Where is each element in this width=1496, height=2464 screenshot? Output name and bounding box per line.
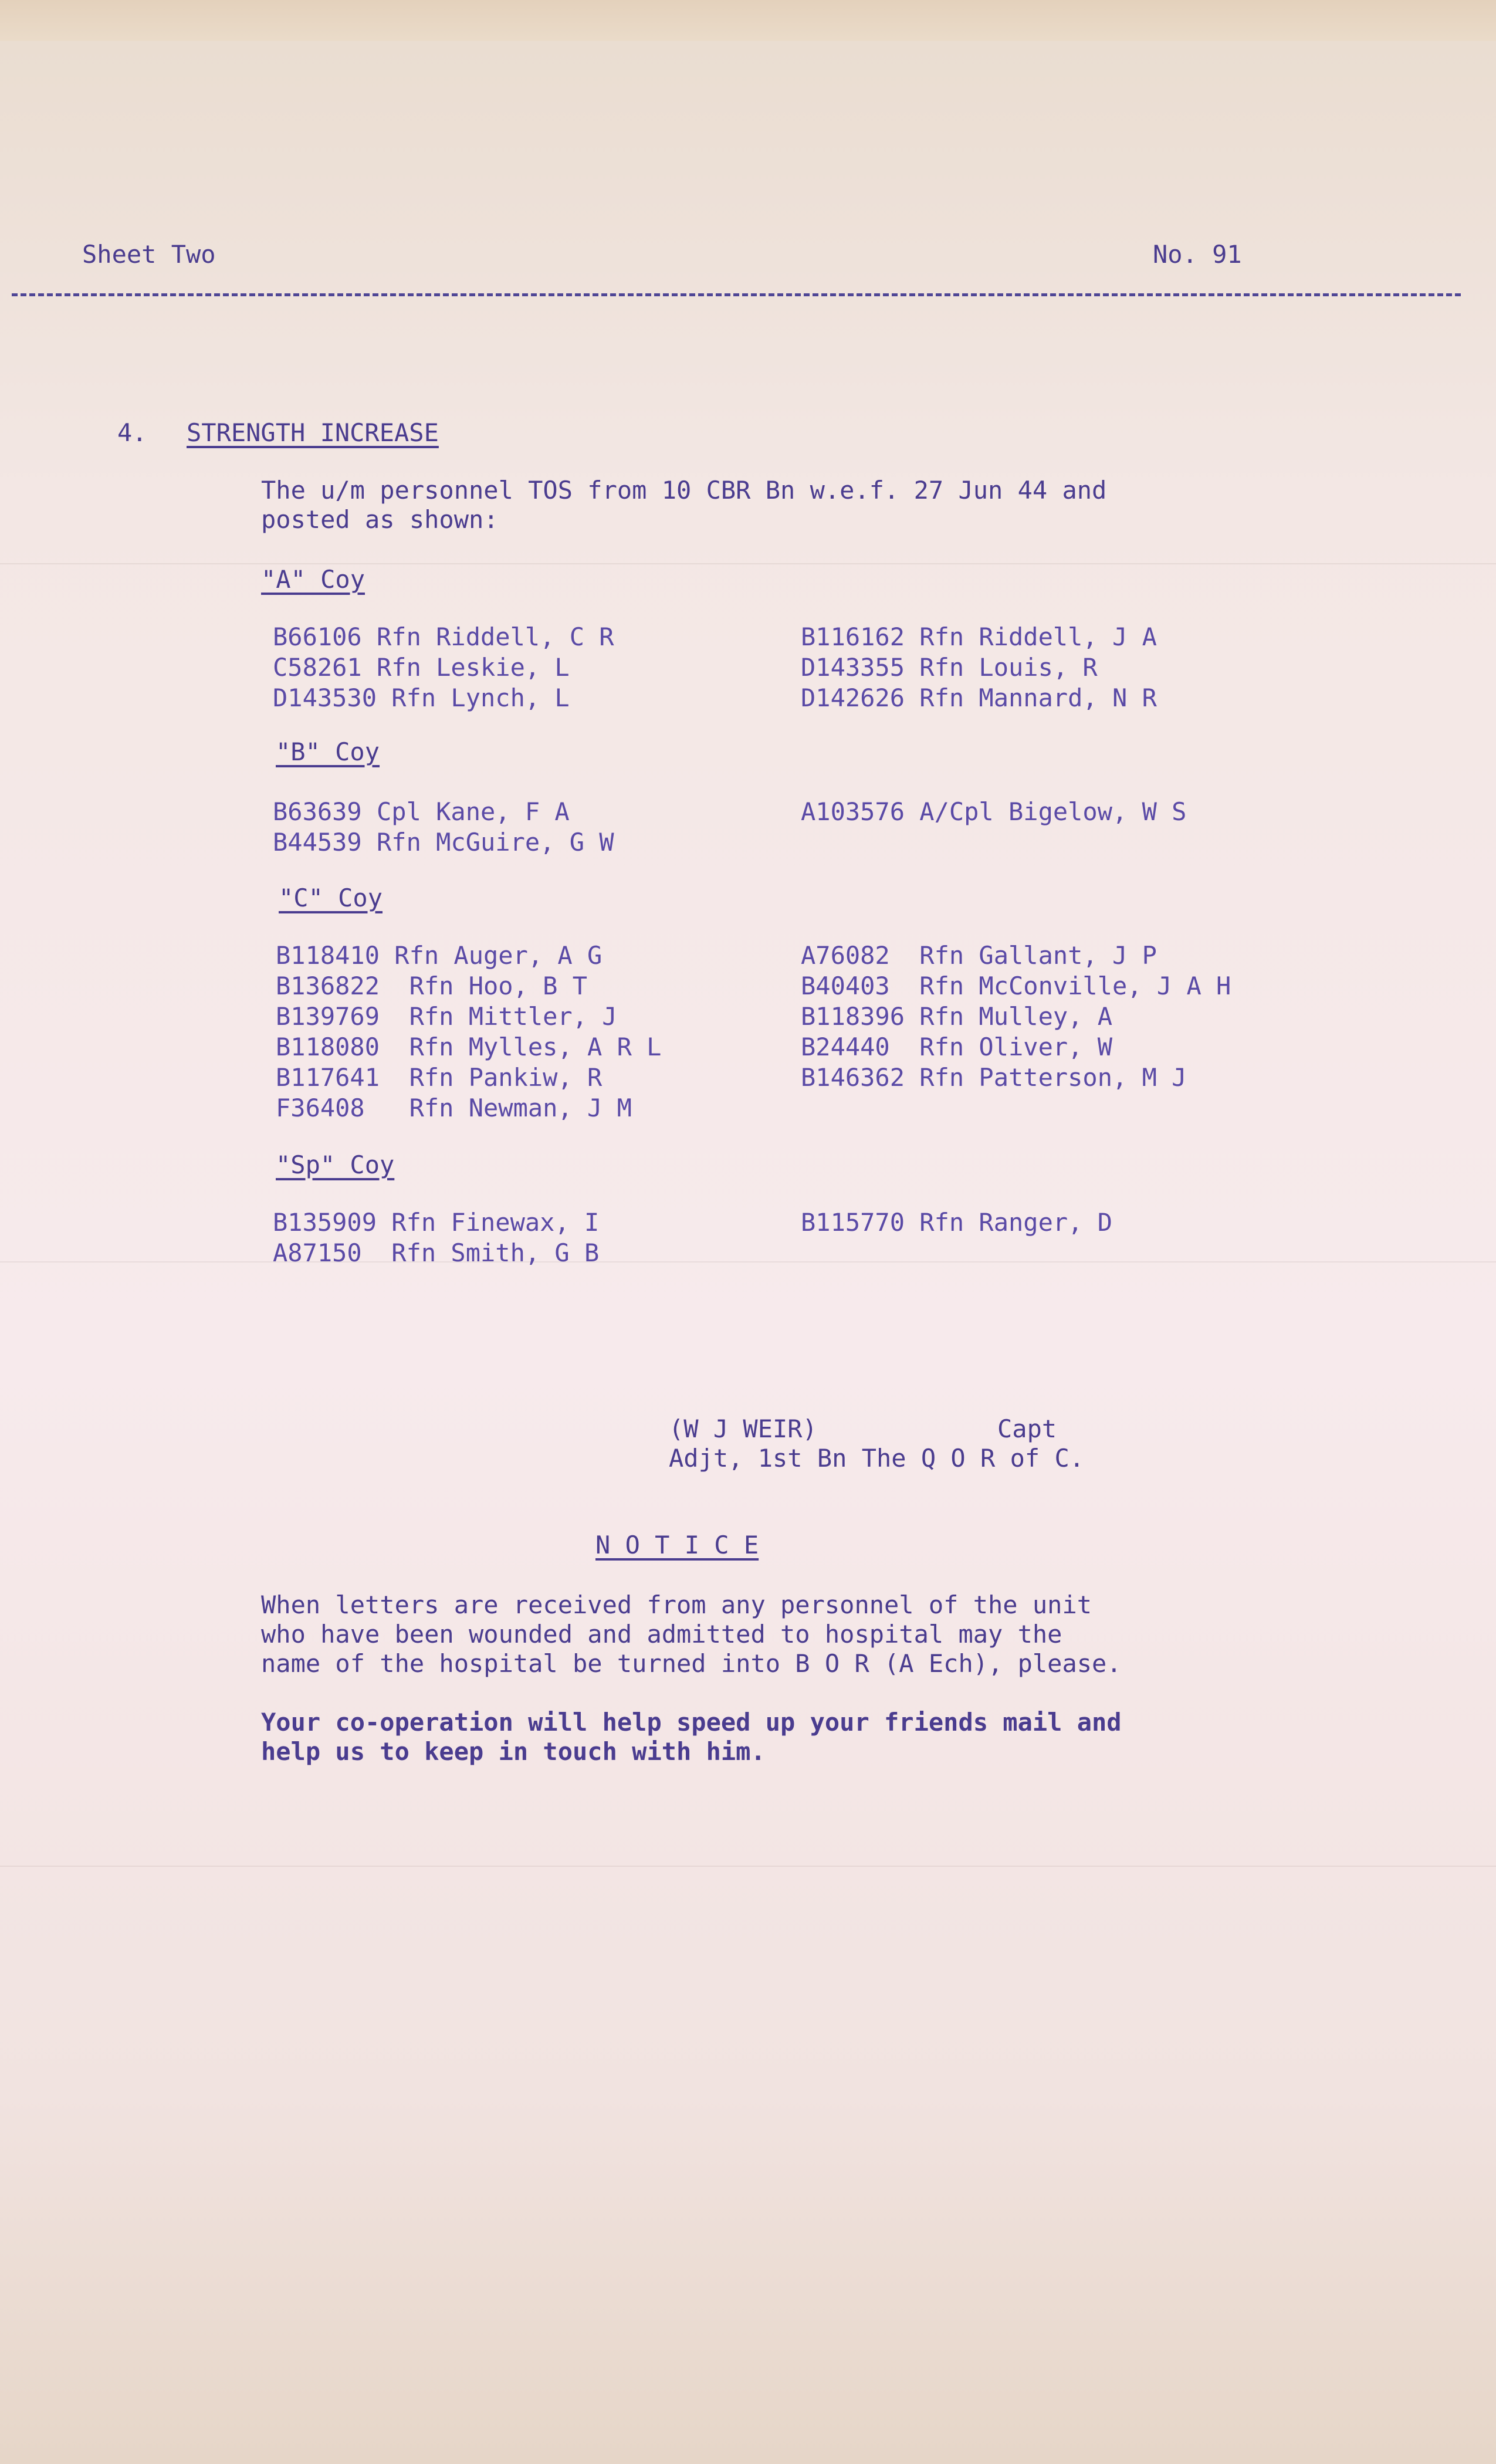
personnel-entry: D143355 Rfn Louis, R [801,653,1098,682]
torn-top-edge [0,0,1496,41]
company-list-left [273,1207,599,1268]
personnel-entry: A76082 Rfn Gallant, J P [801,941,1157,970]
company-list-left [273,797,614,858]
sheet-number: No. 91 [1153,240,1242,269]
company-list-left [276,940,661,1123]
personnel-entry: A87150 Rfn Smith, G B [273,1238,600,1267]
company-list-right [801,797,1186,827]
notice-text: Your co-operation will help speed up your friends mail and [261,1708,1122,1737]
notice-text: When letters are received from any personnel of the unit [261,1590,1092,1619]
personnel-entry: C58261 Rfn Leskie, L [273,653,570,682]
company-list-right [801,622,1157,713]
personnel-entry: B136822 Rfn Hoo, B T [276,972,588,1000]
signatory-rank: Capt [997,1414,1057,1443]
personnel-entry: B24440 Rfn Oliver, W [801,1033,1113,1061]
notice-text: help us to keep in touch with him. [261,1737,766,1766]
personnel-entry: B139769 Rfn Mittler, J [276,1002,617,1031]
section-title: STRENGTH INCREASE [187,418,439,447]
company-list-right [801,940,1231,1093]
company-heading: "Sp" Coy [276,1150,395,1179]
paper-fold [0,1261,1496,1263]
personnel-entry: B115770 Rfn Ranger, D [801,1208,1113,1237]
company-list-left [273,622,614,713]
signatory-title: Adjt, 1st Bn The Q O R of C. [669,1444,1085,1473]
personnel-entry: F36408 Rfn Newman, J M [276,1094,632,1122]
personnel-entry: B40403 Rfn McConville, J A H [801,972,1231,1000]
personnel-entry: D143530 Rfn Lynch, L [273,683,570,712]
intro-line: posted as shown: [261,505,499,534]
personnel-entry: B146362 Rfn Patterson, M J [801,1063,1187,1092]
header-rule [12,293,1461,296]
company-list-right [801,1207,1112,1238]
company-heading: "A" Coy [261,565,365,594]
notice-text: name of the hospital be turned into B O R (A Ech), please. [261,1649,1122,1678]
paper-fold [0,563,1496,564]
personnel-entry: B63639 Cpl Kane, F A [273,797,570,826]
personnel-entry: B118410 Rfn Auger, A G [276,941,603,970]
personnel-entry: B44539 Rfn McGuire, G W [273,828,614,857]
notice-text: who have been wounded and admitted to hospital may the [261,1620,1062,1649]
personnel-entry: D142626 Rfn Mannard, N R [801,683,1157,712]
notice-heading: N O T I C E [595,1531,759,1559]
company-heading: "C" Coy [279,884,383,912]
company-heading: "B" Coy [276,737,380,766]
signatory-name: (W J WEIR) [669,1414,817,1443]
personnel-entry: B116162 Rfn Riddell, J A [801,622,1157,651]
personnel-entry: B118396 Rfn Mulley, A [801,1002,1113,1031]
paper-fold [0,1866,1496,1867]
section-number: 4. [117,418,147,447]
personnel-entry: B117641 Rfn Pankiw, R [276,1063,603,1092]
sheet-label: Sheet Two [82,240,216,269]
personnel-entry: A103576 A/Cpl Bigelow, W S [801,797,1187,826]
intro-line: The u/m personnel TOS from 10 CBR Bn w.e.f. 27 Jun 44 and [261,476,1107,505]
personnel-entry: B118080 Rfn Mylles, A R L [276,1033,662,1061]
personnel-entry: B135909 Rfn Finewax, I [273,1208,600,1237]
personnel-entry: B66106 Rfn Riddell, C R [273,622,614,651]
